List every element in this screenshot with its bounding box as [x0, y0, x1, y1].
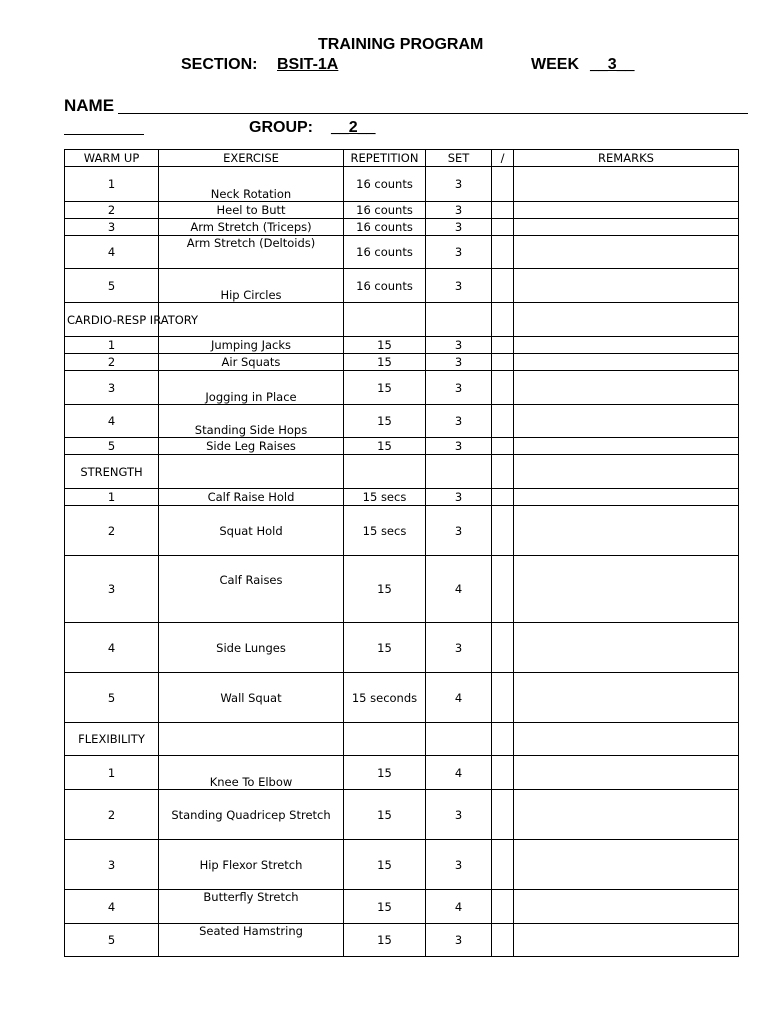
remarks-cell[interactable]	[514, 455, 739, 489]
empty-cell	[344, 303, 426, 337]
col-header-remarks: REMARKS	[514, 150, 739, 167]
remarks-cell[interactable]	[514, 790, 739, 840]
row-number: 4	[65, 236, 159, 269]
set-value: 3	[426, 236, 492, 269]
name-blank-line[interactable]	[118, 113, 748, 114]
check-cell[interactable]	[492, 303, 514, 337]
repetition-value: 15 secs	[344, 506, 426, 556]
remarks-cell[interactable]	[514, 236, 739, 269]
exercise-name: Standing Quadricep Stretch	[159, 790, 344, 840]
repetition-value: 15 secs	[344, 489, 426, 506]
row-number: 2	[65, 790, 159, 840]
remarks-cell[interactable]	[514, 890, 739, 924]
row-number: 5	[65, 438, 159, 455]
category-row-cardio	[65, 303, 739, 337]
remarks-cell[interactable]	[514, 489, 739, 506]
exercise-name: Arm Stretch (Triceps)	[159, 219, 344, 236]
row-number: 1	[65, 756, 159, 790]
check-cell[interactable]	[492, 167, 514, 202]
exercise-name: Arm Stretch (Deltoids)	[159, 236, 344, 269]
table-row	[65, 438, 739, 455]
set-value: 3	[426, 506, 492, 556]
check-cell[interactable]	[492, 623, 514, 673]
row-number: 1	[65, 167, 159, 202]
row-number: 1	[65, 489, 159, 506]
exercise-name: Squat Hold	[159, 506, 344, 556]
remarks-cell[interactable]	[514, 840, 739, 890]
table-row	[65, 890, 739, 924]
check-cell[interactable]	[492, 455, 514, 489]
remarks-cell[interactable]	[514, 371, 739, 405]
col-header-exercise: EXERCISE	[159, 150, 344, 167]
remarks-cell[interactable]	[514, 337, 739, 354]
row-number: 5	[65, 924, 159, 957]
empty-cell	[426, 455, 492, 489]
repetition-value: 15	[344, 556, 426, 623]
set-value: 3	[426, 269, 492, 303]
repetition-value: 15	[344, 405, 426, 438]
remarks-cell[interactable]	[514, 202, 739, 219]
set-value: 3	[426, 924, 492, 957]
repetition-value: 16 counts	[344, 269, 426, 303]
exercise-name: Jumping Jacks	[159, 337, 344, 354]
repetition-value: 16 counts	[344, 236, 426, 269]
repetition-value: 15	[344, 337, 426, 354]
check-cell[interactable]	[492, 840, 514, 890]
remarks-cell[interactable]	[514, 438, 739, 455]
repetition-value: 15	[344, 840, 426, 890]
col-header-warm-up: WARM UP	[65, 150, 159, 167]
exercise-name: Seated Hamstring	[159, 924, 344, 957]
row-number: 3	[65, 840, 159, 890]
check-cell[interactable]	[492, 556, 514, 623]
check-cell[interactable]	[492, 438, 514, 455]
table-row	[65, 219, 739, 236]
check-cell[interactable]	[492, 890, 514, 924]
set-value: 3	[426, 405, 492, 438]
col-header-set: SET	[426, 150, 492, 167]
table-row	[65, 167, 739, 202]
check-cell[interactable]	[492, 924, 514, 957]
row-number: 2	[65, 354, 159, 371]
table-row	[65, 506, 739, 556]
set-value: 3	[426, 167, 492, 202]
exercise-name: Jogging in Place	[159, 371, 344, 405]
name-blank-line-continued[interactable]	[64, 134, 144, 135]
category-row-flexibility	[65, 723, 739, 756]
group-value: __2__	[331, 119, 376, 136]
remarks-cell[interactable]	[514, 756, 739, 790]
repetition-value: 15	[344, 438, 426, 455]
exercise-name: Air Squats	[159, 354, 344, 371]
remarks-cell[interactable]	[514, 405, 739, 438]
table-row	[65, 756, 739, 790]
check-cell[interactable]	[492, 506, 514, 556]
table-row	[65, 623, 739, 673]
empty-cell	[426, 303, 492, 337]
remarks-cell[interactable]	[514, 219, 739, 236]
remarks-cell[interactable]	[514, 556, 739, 623]
exercise-name: Knee To Elbow	[159, 756, 344, 790]
section-value: BSIT-1A	[277, 56, 339, 73]
row-number: 2	[65, 506, 159, 556]
exercise-name: Wall Squat	[159, 673, 344, 723]
row-number: 1	[65, 337, 159, 354]
set-value: 3	[426, 438, 492, 455]
set-value: 3	[426, 790, 492, 840]
row-number: 3	[65, 219, 159, 236]
check-cell[interactable]	[492, 337, 514, 354]
week-label: WEEK	[531, 56, 579, 73]
exercise-name: Heel to Butt	[159, 202, 344, 219]
empty-cell	[344, 723, 426, 756]
empty-cell	[159, 455, 344, 489]
table-row	[65, 405, 739, 438]
check-cell[interactable]	[492, 756, 514, 790]
repetition-value: 16 counts	[344, 219, 426, 236]
exercise-name: Side Leg Raises	[159, 438, 344, 455]
remarks-cell[interactable]	[514, 506, 739, 556]
empty-cell	[159, 723, 344, 756]
row-number: 4	[65, 623, 159, 673]
check-cell[interactable]	[492, 202, 514, 219]
table-row	[65, 354, 739, 371]
remarks-cell[interactable]	[514, 354, 739, 371]
set-value: 3	[426, 354, 492, 371]
group-label: GROUP:	[249, 119, 313, 136]
table-row	[65, 337, 739, 354]
empty-cell	[344, 455, 426, 489]
repetition-value: 15	[344, 354, 426, 371]
set-value: 3	[426, 202, 492, 219]
row-number: 4	[65, 890, 159, 924]
row-number: 2	[65, 202, 159, 219]
section-label: SECTION:	[181, 56, 258, 73]
exercise-name: Hip Circles	[159, 269, 344, 303]
repetition-value: 15	[344, 790, 426, 840]
exercise-name: Calf Raises	[159, 556, 344, 623]
category-label: STRENGTH	[65, 455, 159, 489]
repetition-value: 15	[344, 371, 426, 405]
set-value: 3	[426, 371, 492, 405]
exercise-name: Calf Raise Hold	[159, 489, 344, 506]
exercise-name: Neck Rotation	[159, 167, 344, 202]
check-cell[interactable]	[492, 354, 514, 371]
category-label: FLEXIBILITY	[65, 723, 159, 756]
remarks-cell[interactable]	[514, 673, 739, 723]
set-value: 4	[426, 756, 492, 790]
exercise-name: Hip Flexor Stretch	[159, 840, 344, 890]
set-value: 4	[426, 890, 492, 924]
table-row	[65, 790, 739, 840]
check-cell[interactable]	[492, 489, 514, 506]
set-value: 4	[426, 556, 492, 623]
col-header-repetition: REPETITION	[344, 150, 426, 167]
repetition-value: 16 counts	[344, 167, 426, 202]
check-cell[interactable]	[492, 405, 514, 438]
week-value: __3__	[590, 56, 635, 73]
check-cell[interactable]	[492, 723, 514, 756]
check-cell[interactable]	[492, 673, 514, 723]
repetition-value: 15	[344, 890, 426, 924]
row-number: 5	[65, 673, 159, 723]
remarks-cell[interactable]	[514, 303, 739, 337]
row-number: 3	[65, 371, 159, 405]
set-value: 4	[426, 673, 492, 723]
remarks-cell[interactable]	[514, 623, 739, 673]
exercise-name: Standing Side Hops	[159, 405, 344, 438]
category-label: CARDIO-RESP IRATORY	[65, 303, 159, 337]
remarks-cell[interactable]	[514, 924, 739, 957]
row-number: 4	[65, 405, 159, 438]
repetition-value: 15	[344, 924, 426, 957]
exercise-name: Side Lunges	[159, 623, 344, 673]
check-cell[interactable]	[492, 269, 514, 303]
table-row	[65, 556, 739, 623]
table-row	[65, 673, 739, 723]
table-row	[65, 236, 739, 269]
check-cell[interactable]	[492, 371, 514, 405]
remarks-cell[interactable]	[514, 723, 739, 756]
check-cell[interactable]	[492, 219, 514, 236]
set-value: 3	[426, 623, 492, 673]
category-row-strength	[65, 455, 739, 489]
set-value: 3	[426, 219, 492, 236]
training-program-table	[64, 149, 739, 957]
table-header-row	[65, 150, 739, 167]
exercise-name: Butterfly Stretch	[159, 890, 344, 924]
set-value: 3	[426, 337, 492, 354]
table-row	[65, 371, 739, 405]
col-header-check: /	[492, 150, 514, 167]
table-row	[65, 489, 739, 506]
table-row	[65, 924, 739, 957]
set-value: 3	[426, 489, 492, 506]
remarks-cell[interactable]	[514, 167, 739, 202]
repetition-value: 15 seconds	[344, 673, 426, 723]
remarks-cell[interactable]	[514, 269, 739, 303]
row-number: 5	[65, 269, 159, 303]
empty-cell	[426, 723, 492, 756]
set-value: 3	[426, 840, 492, 890]
row-number: 3	[65, 556, 159, 623]
repetition-value: 15	[344, 756, 426, 790]
name-label: NAME	[64, 96, 115, 115]
check-cell[interactable]	[492, 236, 514, 269]
document-title: TRAINING PROGRAM	[318, 36, 484, 53]
repetition-value: 16 counts	[344, 202, 426, 219]
check-cell[interactable]	[492, 790, 514, 840]
table-row	[65, 269, 739, 303]
table-row	[65, 202, 739, 219]
table-row	[65, 840, 739, 890]
repetition-value: 15	[344, 623, 426, 673]
